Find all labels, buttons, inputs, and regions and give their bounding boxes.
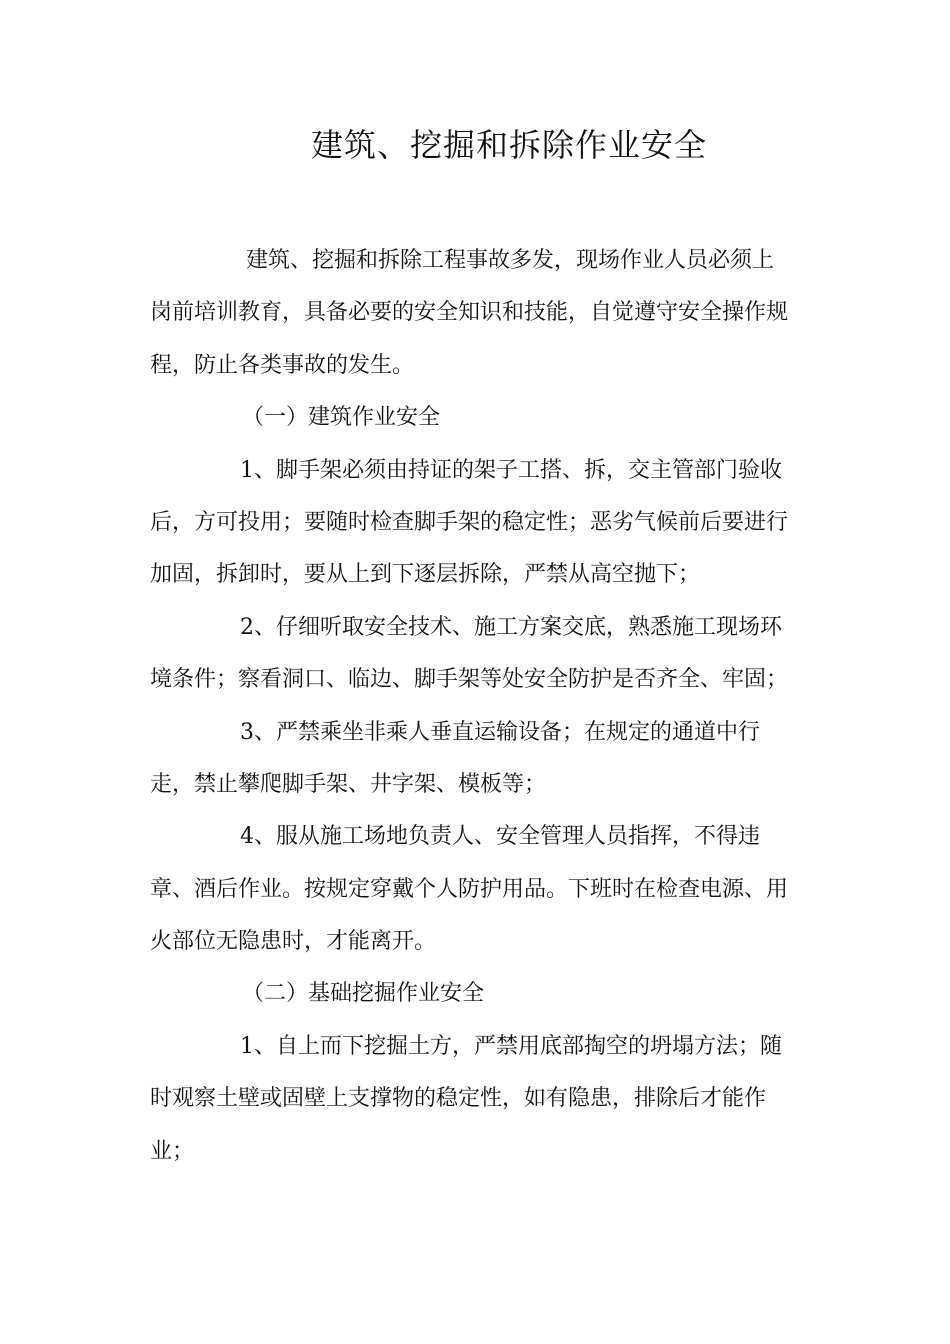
item-3-line-1: 3、严禁乘坐非乘人垂直运输设备；在规定的通道中行 [240,719,760,745]
item-4-line-3: 火部位无隐患时，才能离开。 [150,929,437,955]
section2-item-1-line-2: 时观察土壁或固壁上支撑物的稳定性，如有隐患，排除后才能作 [150,1086,767,1112]
item-4-line-1: 4、服从施工场地负责人、安全管理人员指挥，不得违 [240,824,760,850]
intro-line-2: 岗前培训教育，具备必要的安全知识和技能，自觉遵守安全操作规 [150,300,789,326]
item-2-line-2: 境条件；察看洞口、临边、脚手架等处安全防护是否齐全、牢固； [150,667,789,693]
item-4-line-2: 章、酒后作业。按规定穿戴个人防护用品。下班时在检查电源、用 [150,876,789,902]
intro-line-3: 程，防止各类事故的发生。 [150,352,415,378]
item-1-line-1: 1、脚手架必须由持证的架子工搭、拆，交主管部门验收 [240,457,782,483]
section2-item-1-line-1: 1、自上而下挖掘土方，严禁用底部掏空的坍塌方法；随 [240,1033,782,1059]
section2-item-1-line-3: 业； [150,1138,195,1164]
item-2-line-1: 2、仔细听取安全技术、施工方案交底，熟悉施工现场环 [240,614,782,640]
item-1-line-3: 加固，拆卸时，要从上到下逐层拆除，严禁从高空抛下； [150,562,701,588]
intro-line-1: 建筑、挖掘和拆除工程事故多发，现场作业人员必须上 [246,248,775,273]
document-title: 建筑、挖掘和拆除作业安全 [310,126,707,164]
section-heading-1: （一）建筑作业安全 [242,405,441,431]
section-heading-2: （二）基础挖掘作业安全 [242,981,485,1007]
item-1-line-2: 后，方可投用；要随时检查脚手架的稳定性；恶劣气候前后要进行 [150,509,789,535]
item-3-line-2: 走，禁止攀爬脚手架、井字架、模板等； [150,771,547,797]
document-body [150,235,810,1178]
